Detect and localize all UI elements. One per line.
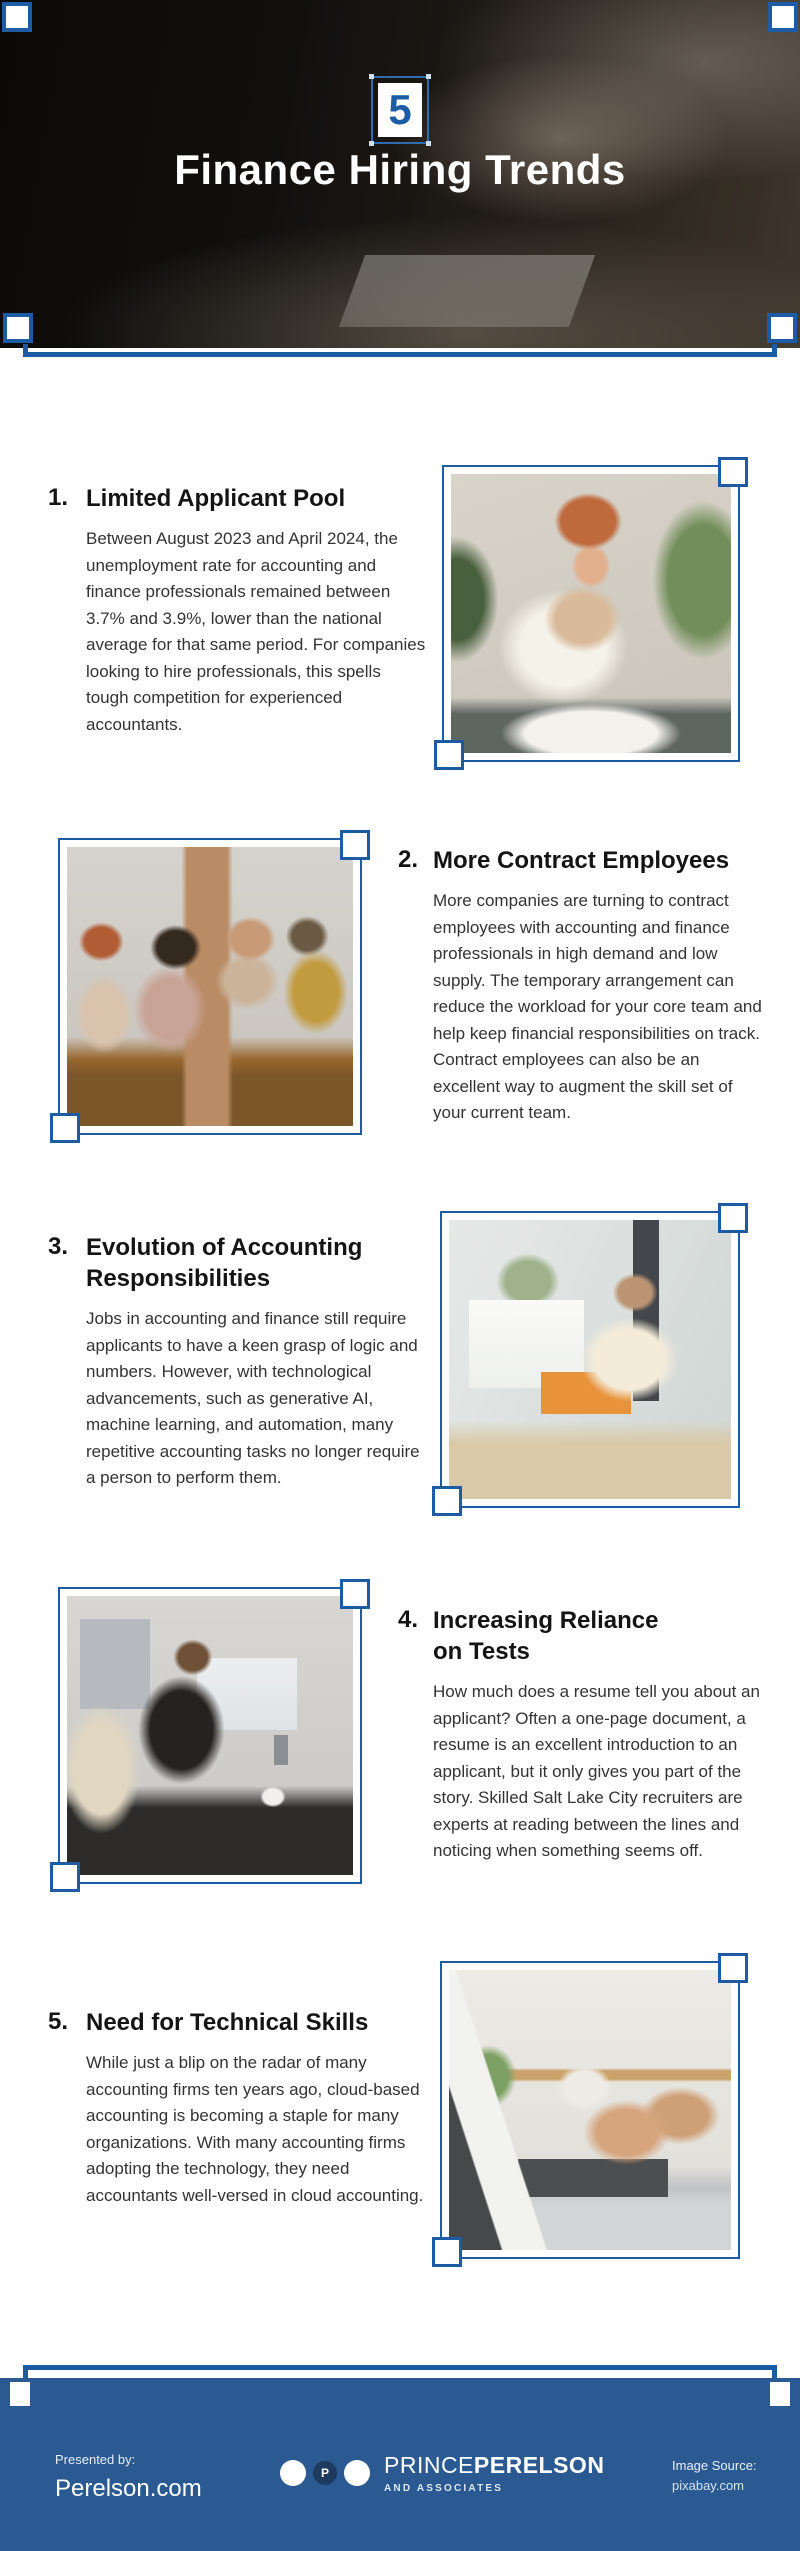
frame-corner-square <box>718 1953 748 1983</box>
logo-name <box>384 2452 604 2479</box>
section-1-body: Between August 2023 and April 2024, the unemployment rate for accounting and finance professionals remained between 3.7% and 3.9%, lower than the national average for that same period. For companies looking to hire professionals, this spells tough competition for experienced accountants. <box>86 529 426 734</box>
frame-corner-square <box>718 1203 748 1233</box>
man-smiling-at-desk-photo <box>440 1211 740 1508</box>
section-5-number: 5. <box>48 2008 69 2035</box>
corner-square <box>3 313 33 343</box>
frame-corner-square <box>432 1486 462 1516</box>
logo-subtitle: AND ASSOCIATES <box>384 2483 504 2494</box>
section-4-title: Increasing Reliance on Tests <box>433 1607 659 1666</box>
section-2-text <box>398 845 770 1127</box>
number-badge: 5 <box>378 83 422 137</box>
section-4-text <box>398 1605 770 1865</box>
logo-text <box>384 2452 604 2494</box>
corner-square <box>2 2 32 32</box>
corner-square <box>768 2 798 32</box>
photo-image <box>67 847 353 1126</box>
badge-corner-dot <box>369 74 374 79</box>
section-1-text <box>48 483 426 738</box>
number-badge-frame <box>371 76 429 144</box>
image-source-link[interactable]: pixabay.com <box>672 2477 745 2493</box>
section-1-number: 1. <box>48 484 69 511</box>
page-title: Finance Hiring Trends <box>174 146 626 193</box>
frame-corner-square <box>718 457 748 487</box>
logo-circles-icon <box>280 2460 370 2486</box>
presented-by-link[interactable]: Perelson.com <box>55 2475 202 2502</box>
photo-image <box>67 1596 353 1875</box>
logo-name-bold: PERELSON <box>473 2452 605 2478</box>
section-2-number: 2. <box>398 846 419 873</box>
logo-circle-icon <box>344 2460 370 2486</box>
frame-corner-square <box>50 1862 80 1892</box>
photo-image <box>449 1970 731 2250</box>
corner-square <box>770 2382 790 2406</box>
logo-circle-icon <box>280 2460 306 2486</box>
header-divider-line <box>23 352 777 357</box>
section-4-body: How much does a resume tell you about an applicant? Often a one-page document, a resume is an excellent introduction to an applicant, but it only gives you part of the story. Skilled Salt Lake City recruiters are experts at reading between the lines and noticing when something seems off. <box>433 1682 760 1861</box>
section-3-title: Evolution of Accounting Responsibilities <box>86 1234 363 1293</box>
image-source-label: Image Source: <box>672 2458 757 2473</box>
logo-name-light: PRINCE <box>384 2452 474 2478</box>
section-3-number: 3. <box>48 1233 69 1260</box>
frame-corner-square <box>50 1113 80 1143</box>
section-1-title: Limited Applicant Pool <box>86 485 346 512</box>
photo-image <box>451 474 731 753</box>
section-5-title: Need for Technical Skills <box>86 2009 369 2036</box>
corner-square <box>10 2382 30 2406</box>
footer <box>0 2378 800 2551</box>
hands-typing-laptop-photo <box>440 1961 740 2259</box>
frame-corner-square <box>432 2237 462 2267</box>
section-5-text <box>48 2007 440 2209</box>
man-working-imac-photo <box>58 1587 362 1884</box>
section-2-body: More companies are turning to contract employees with accounting and finance professionals in high demand and low supply. The temporary arrangement can reduce the workload for your core team and help keep financial responsibilities on track. Contract employees can also be an excellent way to augment the skill set of your current team. <box>433 891 762 1123</box>
woman-reviewing-documents-photo <box>442 465 740 762</box>
logo-monogram-icon: P <box>313 2461 337 2485</box>
section-5-body: While just a blip on the radar of many accounting firms ten years ago, cloud-based accounting is becoming a staple for many organizations. With many accounting firms adopting the technology, they need accountants well-versed in cloud accounting. <box>86 2053 424 2205</box>
badge-corner-dot <box>426 74 431 79</box>
image-source-block <box>672 2456 757 2495</box>
frame-corner-square <box>340 1579 370 1609</box>
princeperelson-logo <box>280 2452 604 2494</box>
frame-corner-square <box>340 830 370 860</box>
team-collaborating-photo <box>58 838 362 1135</box>
presented-by-block <box>55 2452 202 2503</box>
footer-divider-line <box>23 2365 777 2370</box>
corner-square <box>767 313 797 343</box>
header-hero-photo <box>0 0 800 348</box>
frame-corner-square <box>434 740 464 770</box>
photo-image <box>449 1220 731 1499</box>
section-4-number: 4. <box>398 1606 419 1633</box>
section-2-title: More Contract Employees <box>433 847 730 874</box>
section-3-body: Jobs in accounting and finance still require applicants to have a keen grasp of logic and numbers. However, with technological advancements, such as generative AI, machine learning, and automation, many repetitive accounting tasks no longer require a person to perform them. <box>86 1309 420 1488</box>
presented-by-label: Presented by: <box>55 2452 136 2467</box>
section-3-text <box>48 1232 426 1492</box>
